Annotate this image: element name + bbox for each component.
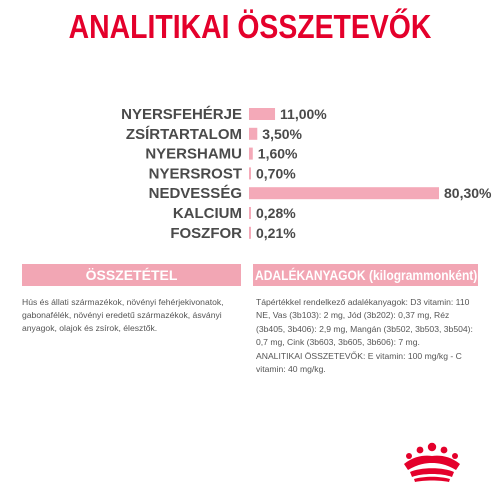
bar: [249, 167, 251, 179]
additives-title: ADALÉKANYAGOK (kilogrammonként): [255, 267, 478, 283]
category-label: FOSZFOR: [170, 224, 242, 242]
category-label: NYERSHAMU: [145, 145, 242, 163]
additives-analytical-text: ANALITIKAI ÖSSZETEVŐK: E vitamin: 100 mg/kg - C vitamin: 40 mg/kg.: [256, 350, 462, 375]
category-label: NYERSROST: [148, 165, 242, 183]
value-label: 0,70%: [256, 165, 296, 182]
category-label: NEDVESSÉG: [148, 185, 242, 203]
composition-title: ÖSSZETÉTEL: [85, 267, 178, 283]
composition-text: Hús és állati származékok, növényi fehérjekivonatok, gabonafélék, növényi eredetű származékok, ásványi anyagok, olajok és zsírok, élesztők.: [22, 297, 224, 333]
additives-nutritional-text: Tápértékkel rendelkező adalékanyagok: D3 vitamin: 110 NE, Vas (3b103): 2 mg, Jód (3b202): 0,37 mg, Réz (3b405, 3b406): 2,9 mg, Mangán (3b502, 3b503, 3b504): 0,7 mg, Cink (3b603, 3b605, 3b606): 7 mg.: [256, 297, 473, 348]
value-label: 0,28%: [256, 205, 296, 221]
value-label: 1,60%: [257, 145, 298, 162]
bar: [249, 108, 275, 120]
royal-canin-crown-logo: [400, 442, 464, 484]
page-title: ANALITIKAI ÖSSZETEVŐK: [68, 8, 432, 45]
additives-text: [256, 296, 478, 376]
bar: [249, 207, 251, 219]
composition-header: [22, 264, 241, 286]
nutrient-bar-chart: [0, 100, 500, 250]
value-label: 11,00%: [280, 106, 327, 122]
category-label: NYERSFEHÉRJE: [121, 106, 242, 123]
value-label: 0,21%: [256, 224, 296, 241]
bar: [249, 148, 253, 160]
bar: [249, 128, 257, 140]
value-label: 3,50%: [262, 125, 302, 142]
bar: [249, 227, 251, 239]
value-label: 80,30%: [444, 185, 492, 202]
category-label: KALCIUM: [172, 205, 242, 222]
additives-header: [253, 264, 478, 286]
category-label: ZSÍRTARTALOM: [125, 125, 242, 143]
bar: [249, 187, 439, 199]
